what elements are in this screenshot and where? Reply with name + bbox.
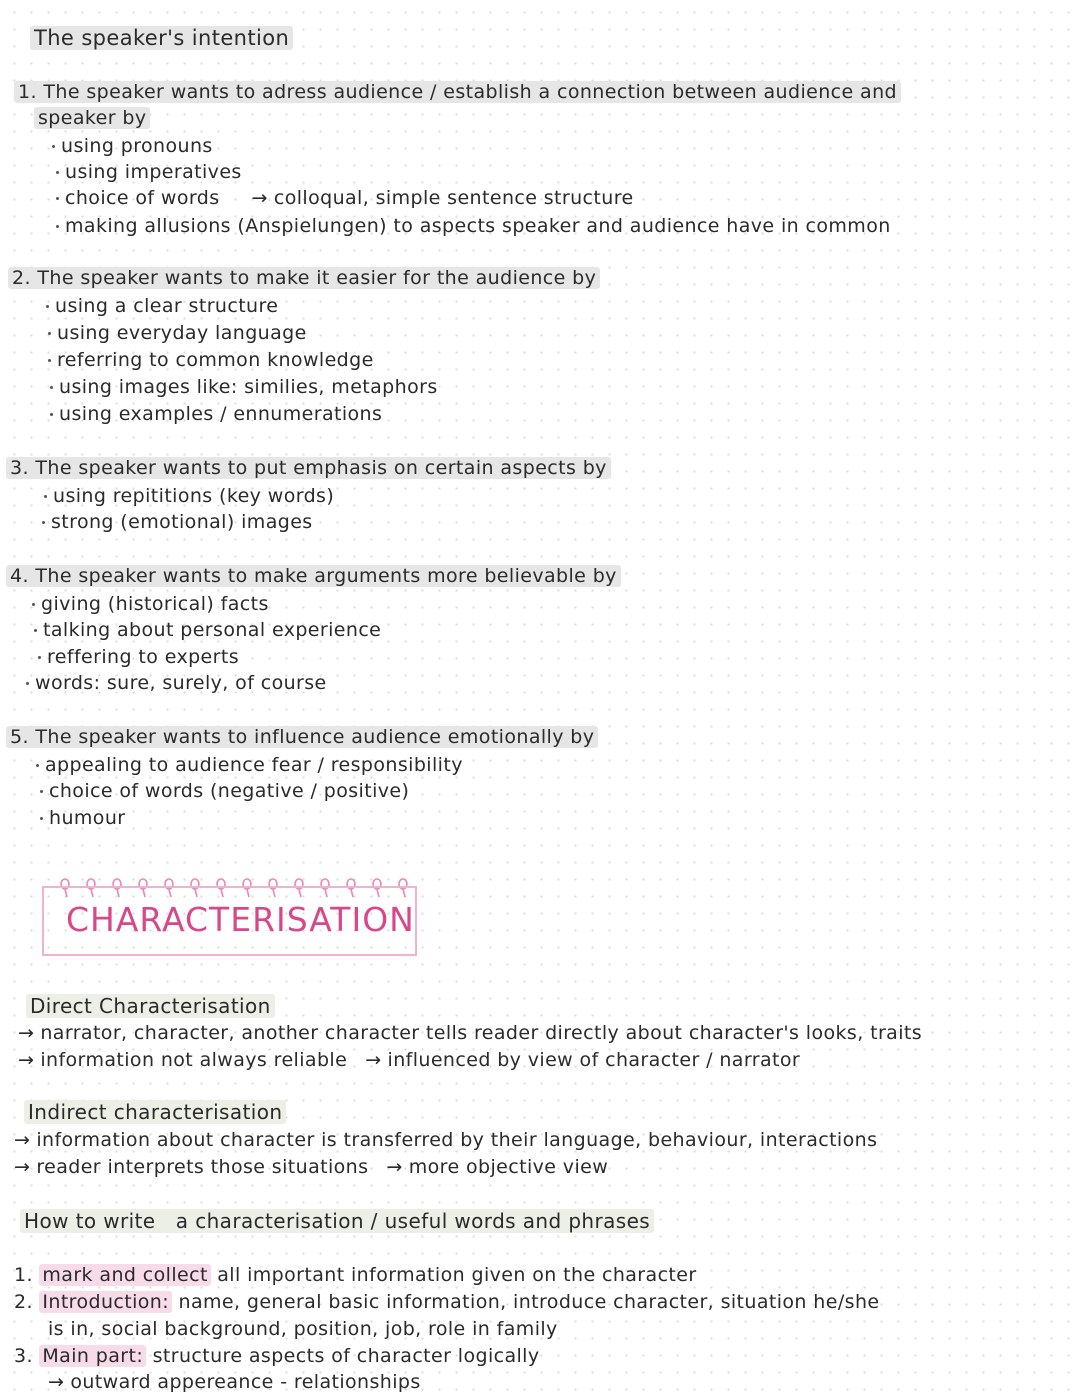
list-item: using imperatives [56, 161, 242, 183]
bullet-icon [44, 495, 47, 498]
bullet-icon [56, 225, 59, 228]
list-item: making allusions (Anspielungen) to aspects speaker and audience have in common [56, 215, 891, 237]
direct-heading: Direct Characterisation [26, 994, 275, 1018]
step-1: 1. mark and collect all important information given on the character [14, 1264, 697, 1286]
step-2: 2. Introduction: name, general basic information, introduce character, situation he/she [14, 1291, 880, 1313]
list-item: strong (emotional) images [42, 511, 313, 533]
list-item: humour [40, 807, 125, 829]
list-item: choice of words → colloqual, simple sentence structure [56, 187, 634, 209]
section-1-heading-cont: speaker by [34, 107, 150, 129]
list-item: talking about personal experience [34, 619, 381, 641]
list-item: appealing to audience fear / responsibility [36, 754, 463, 776]
step-3-sub: → outward appereance - relationships [48, 1371, 421, 1393]
list-item: using pronouns [52, 135, 213, 157]
indirect-line: → reader interprets those situations → more objective view [14, 1156, 609, 1178]
direct-line: → narrator, character, another character tells reader directly about character's looks, traits [18, 1022, 923, 1044]
section-1-heading: 1. The speaker wants to adress audience / establish a connection between audience and [14, 81, 901, 103]
list-item: using images like: similies, metaphors [50, 376, 438, 398]
arrow-right-icon: → [14, 1156, 31, 1178]
arrow-right-icon: → [365, 1049, 382, 1071]
bullet-icon [50, 386, 53, 389]
list-item: using a clear structure [46, 295, 278, 317]
list-item: choice of words (negative / positive) [40, 780, 409, 802]
arrow-right-icon: → [14, 1129, 31, 1151]
step-2-cont: is in, social background, position, job, role in family [48, 1318, 558, 1340]
section-3-heading: 3. The speaker wants to put emphasis on certain aspects by [6, 457, 611, 479]
list-item: referring to common knowledge [48, 349, 374, 371]
list-item: using examples / ennumerations [50, 403, 382, 425]
page-title: The speaker's intention [30, 26, 293, 50]
arrow-right-icon: → [18, 1049, 35, 1071]
bullet-icon [52, 145, 55, 148]
bullet-icon [50, 413, 53, 416]
arrow-right-icon: → [48, 1371, 65, 1393]
bullet-icon [26, 682, 29, 685]
bullet-icon [34, 629, 37, 632]
bullet-icon [56, 197, 59, 200]
list-item: reffering to experts [38, 646, 239, 668]
list-item: using repititions (key words) [44, 485, 334, 507]
bullet-icon [48, 359, 51, 362]
bullet-icon [46, 305, 49, 308]
bullet-icon [42, 521, 45, 524]
bullet-icon [32, 603, 35, 606]
direct-line: → information not always reliable → influenced by view of character / narrator [18, 1049, 801, 1071]
step-3: 3. Main part: structure aspects of character logically [14, 1345, 540, 1367]
bullet-icon [36, 764, 39, 767]
bullet-icon [56, 171, 59, 174]
section-2-heading: 2. The speaker wants to make it easier for the audience by [8, 267, 600, 289]
arrow-right-icon: → [251, 187, 268, 209]
section-5-heading: 5. The speaker wants to influence audience emotionally by [6, 726, 598, 748]
howto-heading: How to write a characterisation / useful words and phrases [20, 1209, 654, 1233]
bullet-icon [48, 332, 51, 335]
bullet-icon [40, 790, 43, 793]
list-item: words: sure, surely, of course [26, 672, 327, 694]
characterisation-title: CHARACTERISATION [66, 900, 415, 939]
section-4-heading: 4. The speaker wants to make arguments more believable by [6, 565, 621, 587]
bullet-icon [38, 656, 41, 659]
list-item: using everyday language [48, 322, 307, 344]
indirect-heading: Indirect characterisation [24, 1100, 286, 1124]
arrow-right-icon: → [386, 1156, 403, 1178]
arrow-right-icon: → [18, 1022, 35, 1044]
bullet-icon [40, 817, 43, 820]
list-item: giving (historical) facts [32, 593, 269, 615]
indirect-line: → information about character is transferred by their language, behaviour, interactions [14, 1129, 878, 1151]
